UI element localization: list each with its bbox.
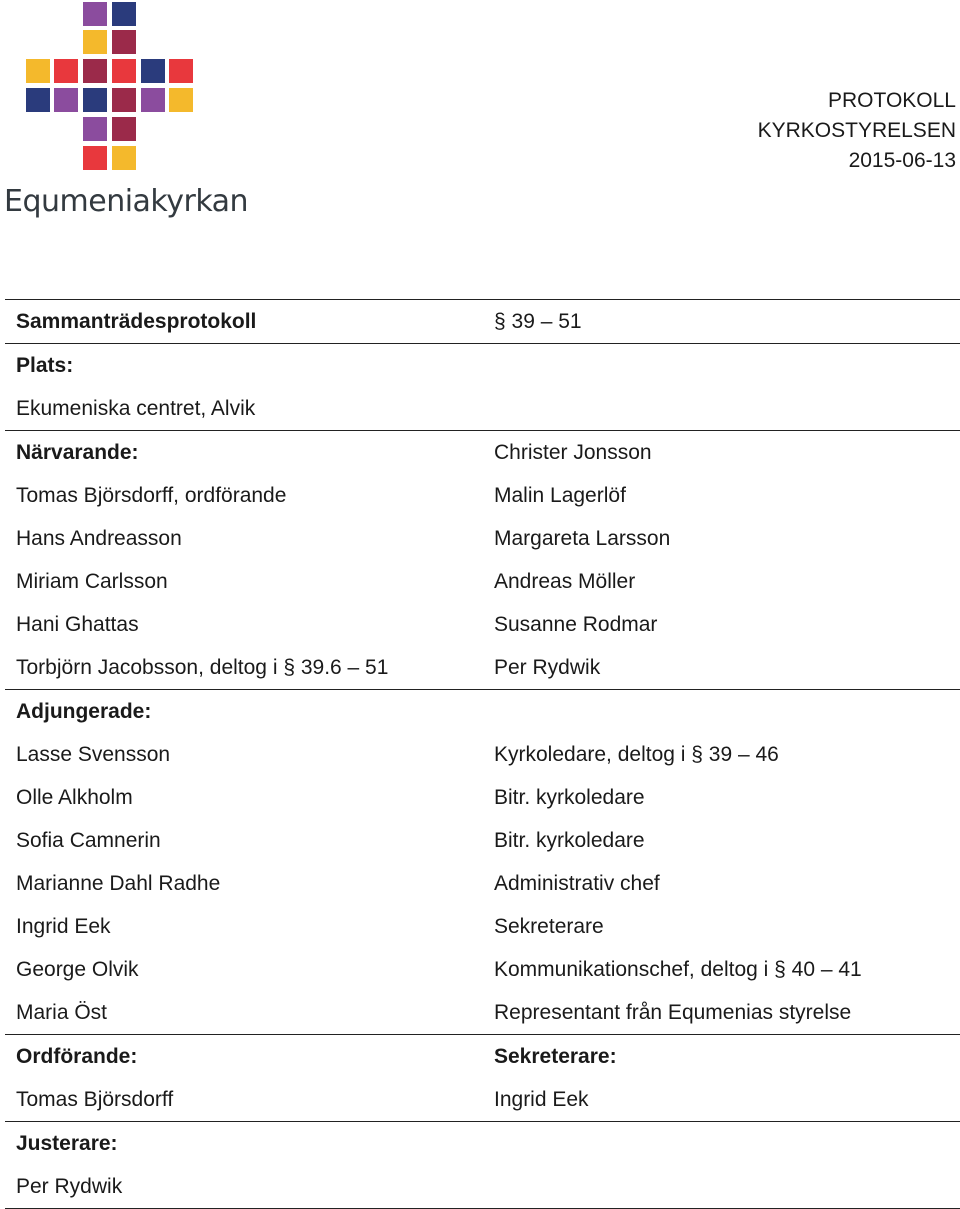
adjunct-name: Ingrid Eek: [16, 915, 111, 938]
title-section: [5, 299, 960, 343]
adjunct-role: Kommunikationschef, deltog i § 40 – 41: [494, 958, 862, 981]
present-member: Miriam Carlsson: [16, 570, 168, 593]
document-type: PROTOKOLL: [828, 89, 956, 112]
present-member: Hani Ghattas: [16, 613, 139, 636]
meeting-date: 2015-06-13: [848, 149, 956, 172]
adjunct-role: Bitr. kyrkoledare: [494, 829, 645, 852]
present-section: [5, 430, 960, 689]
adjunct-role: Sekreterare: [494, 915, 604, 938]
place-section: [5, 343, 960, 430]
adjuster-value: Per Rydwik: [16, 1175, 123, 1198]
chair-value: Tomas Björsdorff: [16, 1088, 174, 1111]
protocol-title: Sammanträdesprotokoll: [16, 310, 257, 333]
adjuster-section: [5, 1121, 960, 1209]
cross-mosaic-icon: [0, 0, 240, 180]
present-member: Hans Andreasson: [16, 527, 182, 550]
present-member: Andreas Möller: [494, 570, 636, 593]
adjunct-role: Kyrkoledare, deltog i § 39 – 46: [494, 743, 779, 766]
paragraph-range: § 39 – 51: [494, 310, 582, 333]
adjunct-name: Marianne Dahl Radhe: [16, 872, 221, 895]
secretary-value: Ingrid Eek: [494, 1088, 589, 1111]
adjunct-name: Sofia Camnerin: [16, 829, 161, 852]
adjunct-name: Maria Öst: [16, 1001, 108, 1024]
present-member: Per Rydwik: [494, 656, 601, 679]
equmeniakyrkan-logo: [0, 0, 249, 225]
place-value: Ekumeniska centret, Alvik: [16, 397, 256, 420]
adjunct-name: Olle Alkholm: [16, 786, 133, 809]
chair-label: Ordförande:: [16, 1045, 138, 1068]
adjunct-label: Adjungerade:: [16, 700, 152, 723]
present-member: Susanne Rodmar: [494, 613, 658, 636]
document-header: [758, 86, 956, 176]
present-member: Malin Lagerlöf: [494, 484, 626, 507]
board-name: KYRKOSTYRELSEN: [757, 119, 956, 142]
adjunct-role: Bitr. kyrkoledare: [494, 786, 645, 809]
secretary-label: Sekreterare:: [494, 1045, 617, 1068]
protocol-table: [5, 299, 960, 1209]
present-member: Margareta Larsson: [494, 527, 671, 550]
adjunct-name: George Olvik: [16, 958, 139, 981]
signatories-section: [5, 1034, 960, 1121]
present-member: Torbjörn Jacobsson, deltog i § 39.6 – 51: [16, 656, 389, 679]
place-label: Plats:: [16, 354, 74, 377]
adjunct-role: Administrativ chef: [494, 872, 660, 895]
present-member: Tomas Björsdorff, ordförande: [16, 484, 287, 507]
adjuster-label: Justerare:: [16, 1132, 118, 1155]
present-member: Christer Jonsson: [494, 441, 652, 464]
adjunct-section: [5, 689, 960, 1034]
adjunct-name: Lasse Svensson: [16, 743, 171, 766]
logo-wordmark: Equmeniakyrkan: [4, 184, 249, 219]
present-label: Närvarande:: [16, 441, 139, 464]
adjunct-role: Representant från Equmenias styrelse: [494, 1001, 852, 1024]
